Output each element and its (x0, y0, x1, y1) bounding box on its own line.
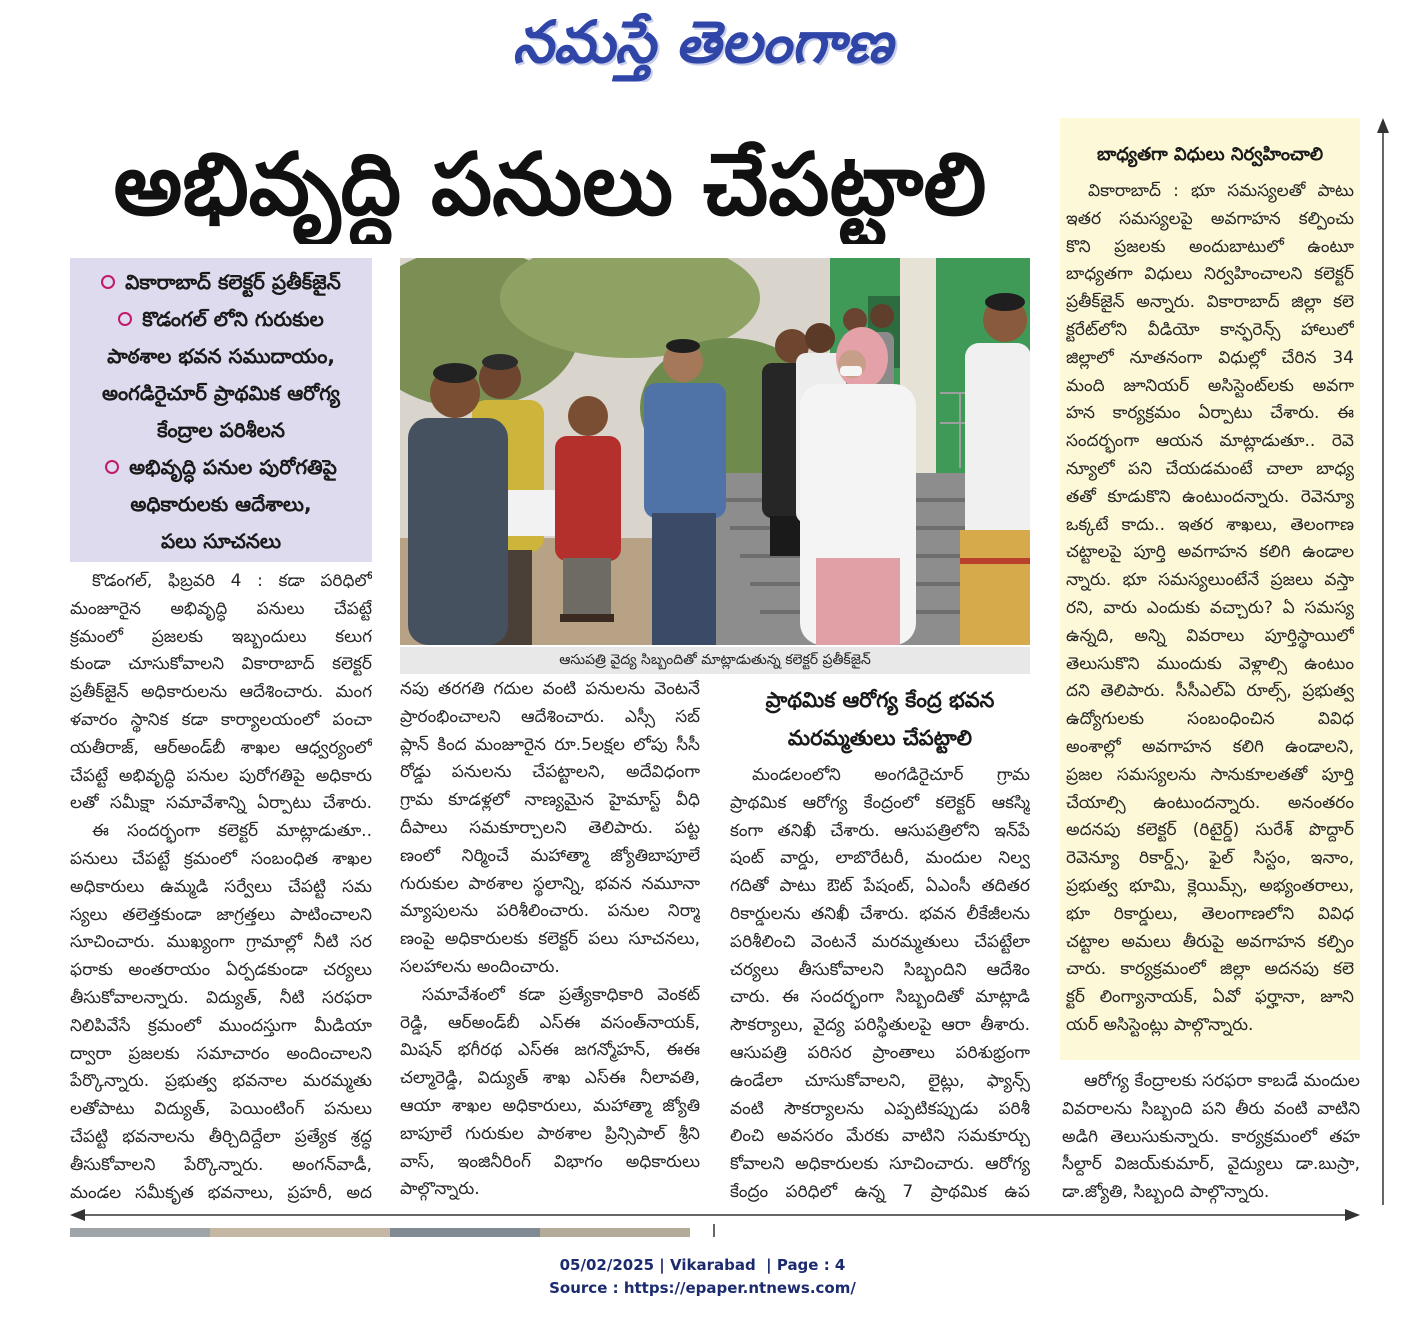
text-line: చారు. ఈ సందర్భంగా సిబ్బందితో మాట్లాడి (730, 987, 1030, 1008)
text-line: ఆరోగ్య కేంద్రాలకు సరఫరా కాబడే మందుల (1084, 1071, 1360, 1091)
text-line: మిషన్ భగీరథ ఎస్ఈ జగన్మోహన్, ఈఈ (400, 1040, 700, 1061)
text-line: రని, వారు ఎందుకు వచ్చారు? ఏ సమస్య (1066, 597, 1354, 618)
page-info-footer: 05/02/2025 | Vikarabad | Page : 4 (559, 1256, 846, 1274)
text-line: యర్ అసిస్టెంట్లు పాల్గొన్నారు. (1066, 1014, 1254, 1035)
text-line: రెడ్డి, ఆర్అండ్‌బీ ఎస్ఈ వసంత్‌నాయక్, (400, 1012, 700, 1033)
text-line: రెవెన్యూ రికార్డ్స్, ఫైల్ సిస్టం, ఇనాం, (1066, 848, 1354, 869)
text-line: తతో కూడుకొని ఉంటుందన్నారు. రెవెన్యూ (1066, 486, 1354, 507)
horizontal-double-arrow-icon (70, 1209, 1360, 1237)
text-line: ఉన్నది, అన్ని వివరాలు పూర్తిస్థాయిలో (1066, 625, 1354, 646)
text-line: తీసుకోవాలన్నారు. విద్యుత్, నీటి సరఫరా (70, 987, 372, 1008)
text-line: గదితో పాటు ఔట్ పేషంట్, ఏఎంసీ తదితర (730, 876, 1030, 897)
article-column-middle (400, 676, 700, 1204)
bullet-ring-icon (101, 275, 115, 289)
text-line: యతీరాజ్, ఆర్అండ్‌బీ శాఖల ఆధ్వర్యంలో (70, 737, 372, 758)
text-line: కంగా తనిఖీ చేశారు. ఆసుపత్రిలోని ఇన్‌పే (730, 820, 1030, 841)
text-line: ఫరాకు అంతరాయం ఏర్పడకుండా చర్యలు (70, 960, 372, 981)
photo-caption: ఆసుపత్రి వైద్య సిబ్బందితో మాట్లాడుతున్న కలెక్టర్ ప్రతీక్‌జైన్ (400, 647, 1030, 674)
text-line: వివరాలను సిబ్బంది పని తీరు వంటి వాటిని (1062, 1098, 1360, 1119)
text-line: తెలుసుకొని ముందుకు వెళ్లాల్సి ఉంటుం (1066, 653, 1354, 674)
text-line: వంటి సౌకర్యాలను ఎప్పటికప్పుడు పరిశీ (730, 1098, 1030, 1119)
text-line: ఆయా శాఖల అధికారులు, మహాత్మా జ్యోతి (400, 1095, 700, 1116)
text-line: చట్టాల అమలు తీరుపై అవగాహన కల్పిం (1066, 931, 1354, 952)
text-line: ప్రతీక్‌జైన్ అన్నారు. వికారాబాద్ జిల్లా కలె (1066, 292, 1354, 313)
text-line: సలహాలను అందించారు. (400, 956, 560, 977)
text-line: కుండా చూసుకోవాలని వికారాబాద్ కలెక్టర్ (70, 654, 372, 675)
text-line: మండలంలోని అంగడిరైచూర్ గ్రామ (752, 765, 1030, 785)
text-line: పాల్గొన్నారు. (400, 1179, 480, 1200)
text-line: మ్యాపులను పరిశీలించారు. పనుల నిర్మా (400, 901, 700, 922)
text-line: ఒక్కటే కాదు.. ఇతర శాఖలు, తెలంగాణ (1066, 514, 1354, 535)
text-line: క్టర్ లింగ్యానాయక్, ఏవో ఫర్హానా, జూని (1066, 987, 1354, 1008)
highlight-line: అభివృద్ధి పనుల పురోగతిపై (129, 455, 337, 479)
article-continuation (1062, 1068, 1360, 1207)
text-line: దీపాలు సమకూర్చాలని తెలిపారు. పట్ట (400, 817, 700, 838)
text-line: అధికారులు ఉమ్మడి సర్వేలు చేపట్టి సమ (70, 876, 372, 897)
text-line: స్యలు తలెత్తకుండా జాగ్రత్తలు పాటించాలని (70, 904, 372, 925)
text-line: ణంలో నిర్మించే మహాత్మా జ్యోతిబాపూలే (400, 845, 700, 866)
text-line: అంశాల్లో అవగాహన కలిగి ఉండాలని, (1066, 736, 1354, 757)
text-line: ద్వారా ప్రజలకు సమాచారం అందించాలని (70, 1043, 372, 1064)
text-line: ప్రతీక్‌జైన్ అధికారులను ఆదేశించారు. మంగ (70, 682, 372, 703)
text-line: వాస్, ఇంజినీరింగ్ విభాగం అధికారులు (400, 1151, 700, 1172)
text-line: మండల సమీకృత భవనాలు, ప్రహరీ, అద (70, 1182, 372, 1203)
highlight-line: అధికారులకు ఆదేశాలు, (130, 492, 312, 516)
text-line: ప్రారంభించాలని ఆదేశించారు. ఎస్సీ సబ్ (400, 706, 700, 727)
text-line: సూచించారు. ముఖ్యంగా గ్రామాల్లో నీటి సర (70, 932, 372, 953)
vertical-arrow-icon (1377, 118, 1389, 1205)
highlight-item (70, 264, 372, 301)
text-line: నపు తరగతి గదుల వంటి పనులను వెంటనే (400, 679, 700, 699)
text-line: ఆసుపత్రి పరిసర ప్రాంతాలు పరిశుభ్రంగా (730, 1042, 1030, 1063)
text-line: కోవాలని అధికారులకు సూచించారు. ఆరోగ్య (730, 1154, 1030, 1175)
news-photo-illustration (400, 258, 1030, 645)
section-subheading (730, 681, 1030, 757)
text-line: అదనపు కలెక్టర్ (రిటైర్డ్) సురేశ్ పొద్దార్ (1066, 820, 1354, 841)
text-line: ఈ సందర్భంగా కలెక్టర్ మాట్లాడుతూ.. (92, 821, 372, 842)
text-line: ఇతర సమస్యలపై అవగాహన కల్పించు (1066, 208, 1354, 229)
text-line: లతో సమీక్షా సమావేశాన్ని ఏర్పాటు చేశారు. (70, 793, 372, 814)
text-line: గురుకుల పాఠశాల స్థలాన్ని, భవన నమూనా (400, 873, 700, 894)
highlight-line: కేంద్రాల పరిశీలన (157, 418, 285, 442)
text-line: నిలిపివేసే క్రమంలో ముందస్తుగా మీడియా (70, 1015, 372, 1036)
text-line: డా.జ్యోతి, సిబ్బంది పాల్గొన్నారు. (1062, 1182, 1270, 1203)
text-line: పరిశీలించి వెంటనే మరమ్మతులు చేపట్టేలా (730, 931, 1030, 952)
text-line: చేపట్టి భవనాలను తీర్చిదిద్దేలా ప్రత్యేక శ్రద్ధ (70, 1126, 372, 1147)
text-line: వికారాబాద్ : భూ సమస్యలతో పాటు (1088, 181, 1354, 201)
text-line: ఉండేలా చూసుకోవాలని, లైట్లు, ఫ్యాన్స్ (730, 1070, 1030, 1091)
news-photo (400, 258, 1030, 645)
highlight-line: వికారాబాద్ కలెక్టర్ ప్రతీక్‌జైన్ (125, 270, 341, 294)
article-column-right (730, 762, 1030, 1207)
text-line: బాపూలే గురుకుల పాఠశాల ప్రిన్సిపాల్ శ్రీని (400, 1123, 700, 1144)
text-line: ఉద్యోగులకు సంబంధించిన వివిధ (1066, 709, 1354, 730)
text-line: న్యూలో పని చేయడమంటే చాలా బాధ్య (1066, 458, 1354, 479)
highlight-line: పలు సూచనలు (160, 529, 282, 553)
text-line: పనులు చేపట్టే క్రమంలో సంబంధిత శాఖల (70, 848, 372, 869)
text-line: జిల్లాలో నూతనంగా విధుల్లో చేరిన 34 (1066, 347, 1354, 368)
text-line: సందర్భంగా ఆయన మాట్లాడుతూ.. రెవె (1066, 431, 1354, 452)
text-line: కొని ప్రజలకు అందుబాటులో ఉంటూ (1066, 236, 1354, 257)
text-line: చేయాల్సి ఉంటుందన్నారు. అనంతరం (1066, 792, 1354, 813)
text-line: మంది జూనియర్ అసిస్టెంట్‌లకు అవగా (1066, 375, 1354, 396)
text-line: కేంద్రం పరిధిలో ఉన్న 7 ప్రాథమిక ఉప (730, 1181, 1030, 1202)
text-line: క్టరేట్‌లోని వీడియో కాన్ఫరెన్స్ హాలులో (1066, 319, 1354, 340)
highlight-item (70, 449, 372, 486)
highlight-line: కొడంగల్ లోని గురుకుల (142, 307, 324, 331)
text-line: సౌకర్యాలు, వైద్య పరిస్థితులపై ఆరా తీశారు. (730, 1015, 1030, 1036)
text-line: ప్రజల సమస్యలను సానుకూలతతో పూర్తి (1066, 764, 1354, 785)
text-line: సమావేశంలో కడా ప్రత్యేకాధికారి వెంకట్ (422, 984, 700, 1005)
subheading-line: మరమ్మతులు చేపట్టాలి (787, 726, 973, 750)
text-line: చేపట్టే అభివృద్ధి పనుల పురోగతిపై అధికారు (70, 765, 372, 786)
text-line: హన కార్యక్రమం ఏర్పాటు చేశారు. ఈ (1066, 403, 1354, 424)
highlight-item (70, 301, 372, 338)
person-blue-shirt-collector (644, 339, 726, 645)
subheading-line: ప్రాథమిక ఆరోగ్య కేంద్ర భవన (765, 688, 995, 712)
text-line: సీల్దార్ విజయ్‌కుమార్, వైద్యులు డా.బుస్రా, (1062, 1154, 1360, 1175)
text-line: దని తెలిపారు. సీసీఎల్ఏ రూల్స్, ప్రభుత్వ (1066, 681, 1354, 702)
text-line: మంజూరైన అభివృద్ధి పనులు చేపట్టే (70, 598, 372, 619)
text-line: చట్టాలపై పూర్తి అవగాహన కలిగి ఉండాల (1066, 542, 1354, 563)
text-line: ణంపై అధికారులకు కలెక్టర్ పలు సూచనలు, (400, 929, 700, 950)
text-line: ప్లాన్ కింద మంజూరైన రూ.5లక్షల లోపు సీసీ (400, 734, 700, 755)
text-line: చర్యలు తీసుకోవాలని సిబ్బందిని ఆదేశిం (730, 959, 1030, 980)
highlights-box (70, 258, 372, 562)
article-headline: అభివృద్ధి పనులు చేపట్టాలి (113, 135, 987, 235)
text-line: ళవారం స్థానిక కడా కార్యాలయంలో పంచా (70, 709, 372, 730)
text-line: రోడ్డు పనులను చేపట్టాలని, అదేవిధంగా (400, 762, 700, 783)
text-line: ప్రాథమిక ఆరోగ్య కేంద్రంలో కలెక్టర్ ఆకస్మి (730, 792, 1030, 813)
next-article-photo-strip (70, 1228, 690, 1237)
text-line: లతోపాటు విద్యుత్, పెయింటింగ్ పనులు (70, 1099, 372, 1120)
text-line: తీసుకోవాలని పేర్కొన్నారు. అంగన్‌వాడీ, (70, 1154, 372, 1175)
article-column-left (70, 568, 372, 1207)
newspaper-logo: నమస్తే తెలంగాణ (512, 8, 893, 76)
sidebar-heading: బాధ్యతగా విధులు నిర్వహించాలి (1096, 144, 1324, 165)
text-line: పేర్కొన్నారు. ప్రభుత్వ భవనాల మరమ్మతు (70, 1071, 372, 1092)
text-line: షంట్ వార్డు, లాబొరేటరీ, మందుల నిల్వ (730, 848, 1030, 869)
text-line: రికార్డులను తనిఖీ చేశారు. భవన లీకేజీలను (730, 903, 1030, 924)
text-line: చారు. కార్యక్రమంలో జిల్లా అదనపు కలె (1066, 959, 1354, 980)
text-line: ప్రభుత్వ భూమి, క్లెయిమ్స్, అభ్యంతరాలు, (1066, 875, 1354, 896)
bullet-ring-icon (105, 460, 119, 474)
text-line: న్నారు. భూ సమస్యలుంటేనే ప్రజలు వస్తా (1066, 570, 1354, 591)
highlight-line: పాఠశాల భవన సముదాయం, (107, 344, 335, 368)
text-line: గ్రామ కూడళ్లలో నాణ్యమైన హైమాస్ట్ వీధి (400, 790, 700, 811)
highlight-line: అంగడిరైచూర్ ప్రాథమిక ఆరోగ్య (102, 381, 340, 405)
text-line: చల్మారెడ్డి, విద్యుత్ శాఖ ఎస్ఈ నీలావతి, (400, 1068, 700, 1089)
text-line: బాధ్యతగా విధులు నిర్వహించాలని కలెక్టర్ (1066, 264, 1354, 285)
text-line: క్రమంలో ప్రజలకు ఇబ్బందులు కలుగ (70, 626, 372, 647)
text-line: లించి అవసరం మేరకు వాటిని సమకూర్చు (730, 1126, 1030, 1147)
sidebar-article-text (1066, 178, 1354, 1040)
text-line: అడిగి తెలుసుకున్నారు. కార్యక్రమంలో తహ (1062, 1126, 1360, 1147)
text-line: భూ రికార్డులు, తెలంగాణలోని వివిధ (1066, 903, 1354, 924)
source-footer: Source : https://epaper.ntnews.com/ (549, 1279, 856, 1297)
bullet-ring-icon (118, 312, 132, 326)
text-line: కొడంగల్, ఫిబ్రవరి 4 : కడా పరిధిలో (92, 571, 372, 591)
